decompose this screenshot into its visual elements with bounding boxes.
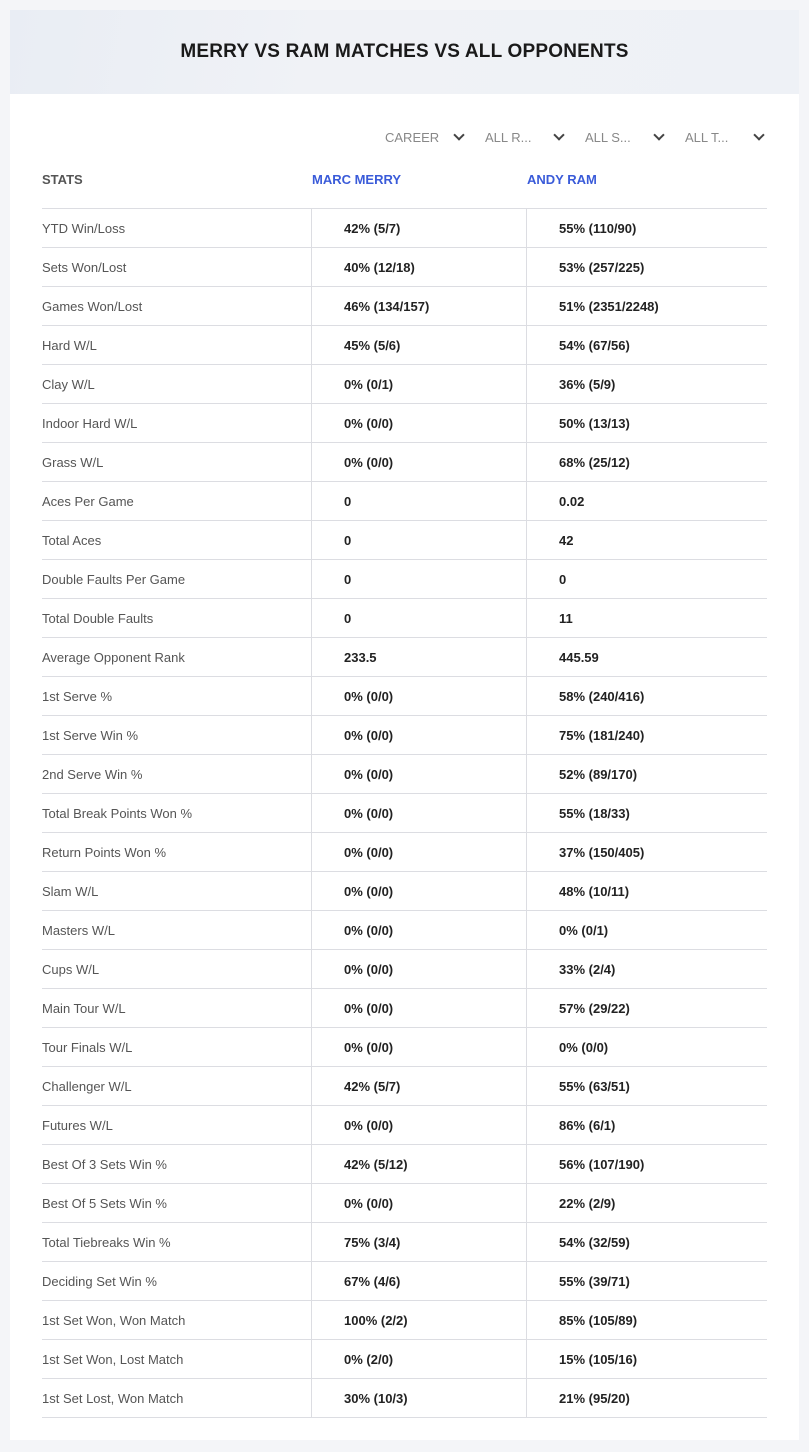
table-row: [42, 1301, 767, 1340]
filter-label: CAREER: [385, 129, 440, 145]
stat-label: 1st Set Won, Lost Match: [42, 1351, 184, 1367]
player1-value: 0% (0/0): [311, 1028, 526, 1066]
player1-value: 0: [311, 482, 526, 520]
stat-label: Main Tour W/L: [42, 1000, 126, 1016]
player2-value: 75% (181/240): [526, 716, 767, 754]
table-row: [42, 1106, 767, 1145]
stat-label: Aces Per Game: [42, 493, 134, 509]
filter-bar: [379, 128, 765, 146]
table-row: [42, 365, 767, 404]
player2-value: 22% (2/9): [526, 1184, 767, 1222]
stat-label: Challenger W/L: [42, 1078, 132, 1094]
column-header-stats: STATS: [42, 172, 83, 187]
stat-label: Return Points Won %: [42, 844, 167, 860]
chevron-down-icon: [553, 129, 564, 140]
table-row: [42, 248, 767, 287]
chevron-down-icon: [653, 129, 664, 140]
player1-value: 0% (0/0): [311, 950, 526, 988]
stats-card: [10, 10, 799, 1440]
player2-value: 0% (0/0): [526, 1028, 767, 1066]
player2-value: 55% (63/51): [526, 1067, 767, 1105]
table-row: [42, 287, 767, 326]
chevron-down-icon: [453, 129, 464, 140]
stats-table: [42, 208, 767, 1418]
stat-label: Total Aces: [42, 532, 102, 548]
stat-label: Average Opponent Rank: [42, 649, 185, 665]
table-row: [42, 911, 767, 950]
player2-value: 56% (107/190): [526, 1145, 767, 1183]
player2-value: 15% (105/16): [526, 1340, 767, 1378]
player2-value: 37% (150/405): [526, 833, 767, 871]
filter-label: ALL R...: [485, 129, 532, 145]
player1-value: 67% (4/6): [311, 1262, 526, 1300]
table-row: [42, 326, 767, 365]
table-row: [42, 755, 767, 794]
player2-value: 0% (0/1): [526, 911, 767, 949]
stat-label: Masters W/L: [42, 922, 115, 938]
table-row: [42, 560, 767, 599]
filter-round-select[interactable]: [479, 128, 565, 146]
player2-value: 68% (25/12): [526, 443, 767, 481]
stat-label: Total Double Faults: [42, 610, 154, 626]
stat-label: Hard W/L: [42, 337, 97, 353]
player2-value: 55% (18/33): [526, 794, 767, 832]
player2-value: 0: [526, 560, 767, 598]
player2-value: 445.59: [526, 638, 767, 676]
stat-label: Games Won/Lost: [42, 298, 143, 314]
player1-value: 0% (0/0): [311, 872, 526, 910]
player2-value: 11: [526, 599, 767, 637]
player1-value: 0% (0/0): [311, 716, 526, 754]
table-row: [42, 638, 767, 677]
player1-value: 46% (134/157): [311, 287, 526, 325]
player2-value: 36% (5/9): [526, 365, 767, 403]
player1-value: 42% (5/12): [311, 1145, 526, 1183]
player2-value: 54% (32/59): [526, 1223, 767, 1261]
player2-value: 51% (2351/2248): [526, 287, 767, 325]
table-row: [42, 716, 767, 755]
stat-label: Total Break Points Won %: [42, 805, 193, 821]
stat-label: 1st Serve %: [42, 688, 113, 704]
stat-label: Total Tiebreaks Win %: [42, 1234, 171, 1250]
table-row: [42, 1340, 767, 1379]
filter-tournament-select[interactable]: [679, 128, 765, 146]
player1-value: 100% (2/2): [311, 1301, 526, 1339]
table-row: [42, 443, 767, 482]
table-row: [42, 404, 767, 443]
player2-value: 57% (29/22): [526, 989, 767, 1027]
table-row: [42, 1028, 767, 1067]
player1-value: 233.5: [311, 638, 526, 676]
stat-label: 2nd Serve Win %: [42, 766, 143, 782]
table-row: [42, 521, 767, 560]
filter-label: ALL S...: [585, 129, 631, 145]
player1-value: 0% (0/0): [311, 443, 526, 481]
player2-value: 86% (6/1): [526, 1106, 767, 1144]
table-row: [42, 1262, 767, 1301]
player2-value: 33% (2/4): [526, 950, 767, 988]
table-row: [42, 677, 767, 716]
table-row: [42, 1223, 767, 1262]
player2-value: 48% (10/11): [526, 872, 767, 910]
stat-label: Tour Finals W/L: [42, 1039, 133, 1055]
player2-value: 0.02: [526, 482, 767, 520]
player1-value: 0% (0/0): [311, 677, 526, 715]
table-row: [42, 872, 767, 911]
filter-label: ALL T...: [685, 129, 729, 145]
stat-label: 1st Set Lost, Won Match: [42, 1390, 184, 1406]
card-header: [10, 10, 799, 94]
table-row: [42, 482, 767, 521]
player1-value: 42% (5/7): [311, 209, 526, 247]
player1-value: 0: [311, 521, 526, 559]
table-row: [42, 1145, 767, 1184]
player2-value: 52% (89/170): [526, 755, 767, 793]
table-row: [42, 1379, 767, 1418]
table-row: [42, 1067, 767, 1106]
stat-label: 1st Set Won, Won Match: [42, 1312, 186, 1328]
stat-label: Cups W/L: [42, 961, 100, 977]
player1-value: 0% (0/0): [311, 794, 526, 832]
stat-label: Futures W/L: [42, 1117, 113, 1133]
player1-value: 42% (5/7): [311, 1067, 526, 1105]
player1-value: 0% (0/1): [311, 365, 526, 403]
column-header-player1[interactable]: MARC MERRY: [312, 172, 402, 187]
player1-value: 0: [311, 599, 526, 637]
player2-value: 53% (257/225): [526, 248, 767, 286]
stat-label: Grass W/L: [42, 454, 104, 470]
chevron-down-icon: [753, 129, 764, 140]
stat-label: YTD Win/Loss: [42, 220, 126, 236]
player1-value: 0% (0/0): [311, 404, 526, 442]
player2-value: 54% (67/56): [526, 326, 767, 364]
player1-value: 0% (0/0): [311, 755, 526, 793]
table-header: [42, 172, 767, 208]
player1-value: 0% (0/0): [311, 833, 526, 871]
page-title: MERRY VS RAM MATCHES VS ALL OPPONENTS: [180, 41, 629, 62]
filter-period-select[interactable]: [379, 128, 465, 146]
stat-label: Indoor Hard W/L: [42, 415, 138, 431]
stat-label: Best Of 5 Sets Win %: [42, 1195, 167, 1211]
column-header-player2[interactable]: ANDY RAM: [527, 172, 597, 187]
player1-value: 75% (3/4): [311, 1223, 526, 1261]
table-row: [42, 1184, 767, 1223]
player1-value: 0% (2/0): [311, 1340, 526, 1378]
player2-value: 50% (13/13): [526, 404, 767, 442]
table-row: [42, 950, 767, 989]
player1-value: 0: [311, 560, 526, 598]
table-row: [42, 989, 767, 1028]
stat-label: Clay W/L: [42, 376, 95, 392]
player1-value: 0% (0/0): [311, 989, 526, 1027]
stat-label: Deciding Set Win %: [42, 1273, 157, 1289]
stat-label: Double Faults Per Game: [42, 571, 186, 587]
filter-surface-select[interactable]: [579, 128, 665, 146]
stat-label: 1st Serve Win %: [42, 727, 139, 743]
player2-value: 85% (105/89): [526, 1301, 767, 1339]
stat-label: Best Of 3 Sets Win %: [42, 1156, 167, 1172]
stat-label: Slam W/L: [42, 883, 99, 899]
player2-value: 42: [526, 521, 767, 559]
player1-value: 0% (0/0): [311, 911, 526, 949]
stat-label: Sets Won/Lost: [42, 259, 127, 275]
player1-value: 40% (12/18): [311, 248, 526, 286]
player1-value: 45% (5/6): [311, 326, 526, 364]
table-row: [42, 209, 767, 248]
player1-value: 0% (0/0): [311, 1106, 526, 1144]
player2-value: 21% (95/20): [526, 1379, 767, 1417]
player1-value: 30% (10/3): [311, 1379, 526, 1417]
table-row: [42, 599, 767, 638]
table-row: [42, 833, 767, 872]
player1-value: 0% (0/0): [311, 1184, 526, 1222]
player2-value: 58% (240/416): [526, 677, 767, 715]
player2-value: 55% (110/90): [526, 209, 767, 247]
table-row: [42, 794, 767, 833]
player2-value: 55% (39/71): [526, 1262, 767, 1300]
